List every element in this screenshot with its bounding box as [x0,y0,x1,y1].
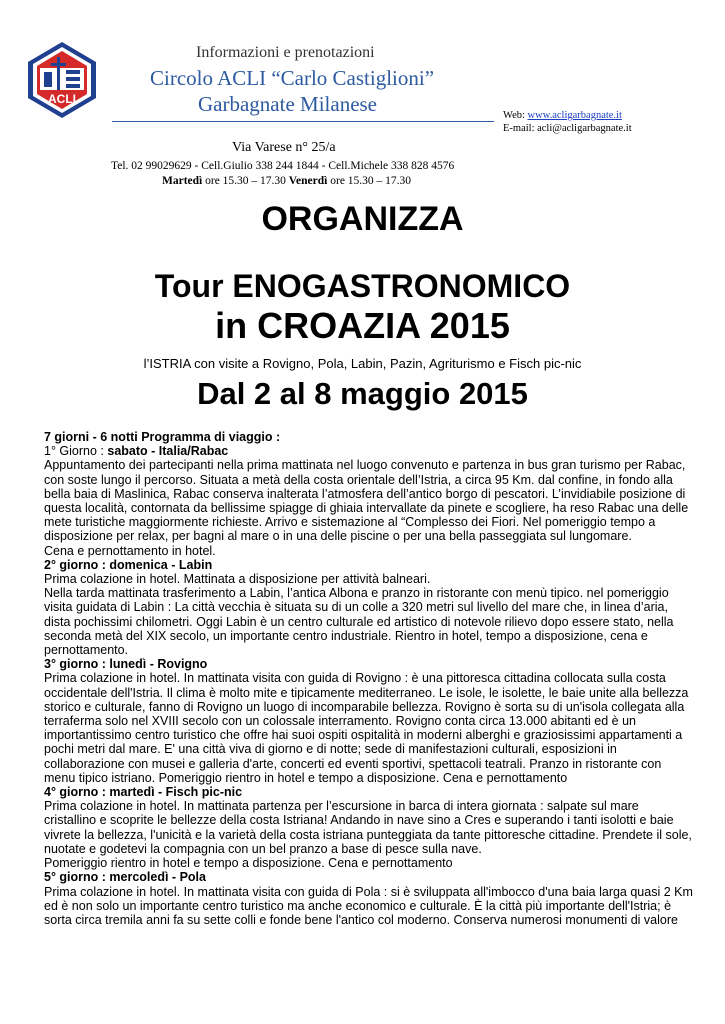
program-body [44,430,694,927]
title-organizza: ORGANIZZA [261,200,464,238]
day-2-title: 2° giorno : domenica - Labin [44,557,213,572]
city-name: Garbagnate Milanese [198,92,378,116]
day-4-text: Prima colazione in hotel. In mattinata partenza per l’escursione in barca di intera giornata : salpate sul mare cristallino e scoprite le bellezze della costa Istriana! Andando in nave sino a Cres e superando i tanti isolotti e baie vivrete la bellezza, l'unicità e la varietà della costa istriana punteggiata da tante pittoresche cittadine. Prendete il sole, nuotate e godetevi la compagnia con un bel pranzo a base di pesce sulla nave. [44,799,692,856]
hours-day-1: Martedì [162,175,203,187]
org-name: Circolo ACLI “Carlo Castiglioni” [150,66,435,90]
day-3-text: Prima colazione in hotel. In mattinata visita con guida di Rovigno : è una pittoresca cittadina collocata sulla costa occidentale dell'Istria. Il clima è molto mite e tipicamente mediterraneo. Le isole, le isolette, le baie unite alla bellezza storico e culturale, fanno di Rovigno un luogo di incomparabile bellezza. Rovigno è sorta su di un'isola collegata alla terraferma solo nel XVIII secolo con un colossale interramento. Rovigno conta circa 13.000 abitanti ed è un importantissimo centro turistico che offre hai suoi ospiti ospitalità in moderni alberghi e graziosissimi appartamenti a pochi metri dal mare. E' una città viva di giorno e di notte; sede di manifestazioni culturali, esposizioni in collaborazione con musei e galleria d'arte, concerti ed eventi sportivi, spettacoli teatrali. Pranzo in ristorante con menu tipico istriano. Pomeriggio rientro in hotel e tempo a disposizione. Cena e pernottamento [44,671,689,785]
day-5-text: Prima colazione in hotel. In mattinata visita con guida di Pola : si è sviluppata all'imbocco d'una baia larga quasi 2 Km ed è non solo un importante centro turistico ma anche economico e culturale. È la città più importante dell'Istria; è sorta circa tremila anni fa su sette colli e fonde bene l'antico col moderno. Conserva numerosi monumenti di valore [44,884,693,927]
program-heading: 7 giorni - 6 notti Programma di viaggio : [44,430,281,444]
hours-day-2: Venerdì [288,175,328,187]
day-1-label: 1° Giorno : [44,444,108,459]
day-1-close: Cena e pernottamento in hotel. [44,543,216,558]
day-3-title: 3° giorno : lunedì - Rovigno [44,657,208,672]
title-tour: Tour ENOGASTRONOMICO [154,268,571,304]
opening-hours [162,175,411,187]
title-croazia: in CROAZIA 2015 [215,305,510,346]
web-line [503,110,622,121]
info-line: Informazioni e prenotazioni [196,44,375,61]
address: Via Varese n° 25/a [232,140,336,155]
acli-logo [26,40,98,120]
day-2-text-1: Prima colazione in hotel. Mattinata a disposizione per attività balneari. [44,572,431,587]
logo-text: ACLI [48,92,76,106]
header-divider [112,121,494,122]
day-1-text: Appuntamento dei partecipanti nella prima mattinata nel luogo convenuto e partenza in bus gran turismo per Rabac, con soste lungo il percorso. Situata a metà della costa orientale dell’Istria, a circa 95 Km. dal confine, in fondo alla bella baia di Maslinica, Rabac conserva inalterata l’atmosfera dell’antico borgo di pescatori. L’invidiabile posizione di questa località, contornata da bellissime spiagge di ghiaia intervallate da pinete e scogliere, ha reso Rabac una delle mete turistiche maggiormente richieste. Arrivo e sistemazione al “Complesso dei Fiori. Nel pomeriggio tempo a disposizione per relax, per bagni al mare o in una delle piscine o per una bella passeggiata sul lungomare. [44,458,689,544]
day-1-title [44,444,694,458]
trip-dates: Dal 2 al 8 maggio 2015 [197,376,528,411]
hours-time-2: ore 15.30 – 17.30 [327,175,412,187]
hours-time-1: ore 15.30 – 17.30 [202,175,289,187]
web-label: Web: [503,110,525,121]
subtitle: l’ISTRIA con visite a Rovigno, Pola, Labin, Pazin, Agriturismo e Fisch pic-nic [143,356,582,371]
day-5-title: 5° giorno : mercoledì - Pola [44,870,206,885]
website-link[interactable]: www.acligarbagnate.it [527,110,622,121]
telephone-line: Tel. 02 99029629 - Cell.Giulio 338 244 1844 - Cell.Michele 338 828 4576 [111,160,455,172]
email-line: E-mail: acli@acligarbagnate.it [503,123,632,134]
day-4-close: Pomeriggio rientro in hotel e tempo a disposizione. Cena e pernottamento [44,856,453,871]
day-1-place: sabato - Italia/Rabac [107,444,229,459]
day-4-title: 4° giorno : martedì - Fisch pic-nic [44,785,243,800]
day-2-text-2: Nella tarda mattinata trasferimento a Labin, l’antica Albona e pranzo in ristorante con menù tipico. nel pomeriggio visita guidata di Labin : La città vecchia è situata su di un colle a 320 metri sul livello del mare che, in linea d’aria, dista pochissimi chilometri. Oggi Labin è un centro culturale ed artistico di notevole rilievo dopo essere stato, nella seconda metà del XIX secolo, un importante centro industriale. Rientro in hotel, tempo a disposizione, cena e pernottamento. [44,586,674,658]
